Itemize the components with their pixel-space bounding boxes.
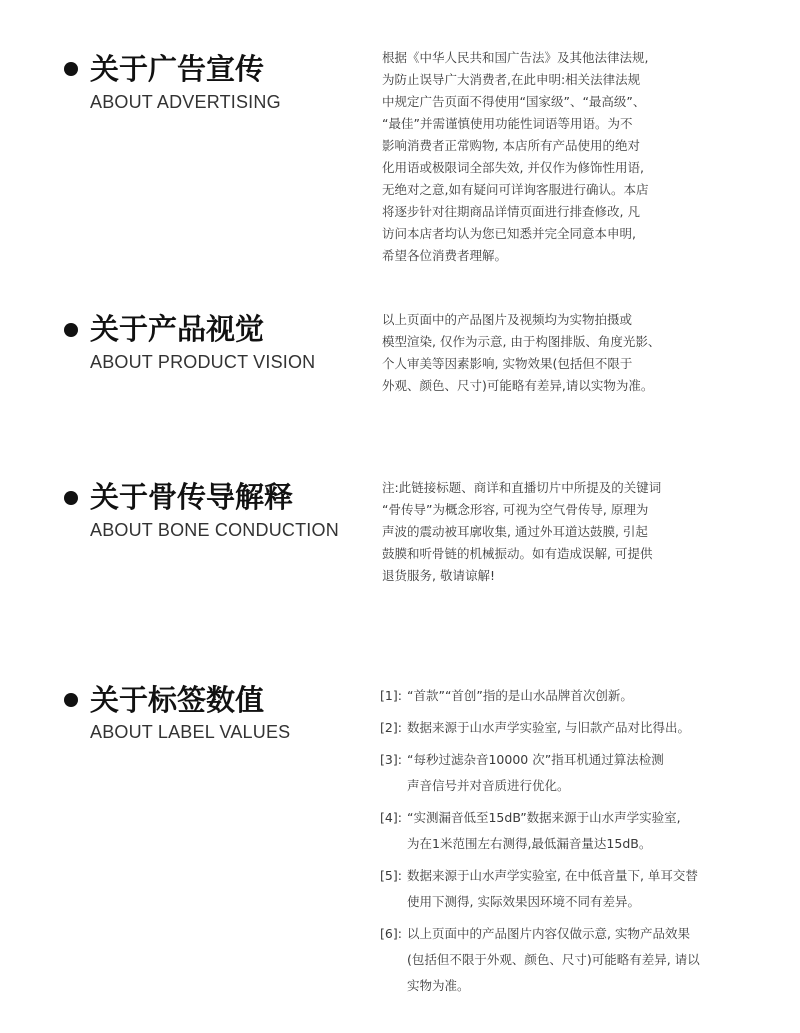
label-values-notes	[380, 683, 795, 1005]
note-item	[380, 863, 795, 915]
note-text: 数据来源于山水声学实验室, 在中低音量下, 单耳交替	[407, 868, 698, 883]
note-item	[380, 747, 795, 799]
bone-conduction-statement	[382, 477, 792, 587]
product-vision-statement	[382, 309, 792, 397]
note-item	[380, 921, 795, 999]
note-text: “实测漏音低至15dB”数据来源于山水声学实验室,	[407, 810, 681, 825]
advertising-statement	[382, 47, 792, 267]
text-line: 声波的震动被耳廓收集, 通过外耳道达鼓膜, 引起	[382, 524, 648, 539]
text-line: 鼓膜和听骨链的机械振动。如有造成误解, 可提供	[382, 546, 653, 561]
note-text: 使用下测得, 实际效果因环境不同有差异。	[407, 894, 640, 909]
note-text: “每秒过滤杂音10000 次”指耳机通过算法检测	[407, 752, 664, 767]
text-line: 无绝对之意,如有疑问可详询客服进行确认。本店	[382, 182, 649, 197]
text-line: 以上页面中的产品图片及视频均为实物拍摄或	[382, 312, 633, 327]
text-line: 访问本店者均认为您已知悉并完全同意本申明,	[382, 226, 636, 241]
section-bullet	[64, 693, 78, 707]
section-bullet	[64, 323, 78, 337]
note-text: 声音信号并对音质进行优化。	[407, 778, 570, 793]
section-subtitle-bone-conduction: ABOUT BONE CONDUCTION	[90, 520, 339, 540]
section-subtitle-product-vision: ABOUT PRODUCT VISION	[90, 352, 316, 372]
section-bullet	[64, 62, 78, 76]
note-text: “首款”“首创”指的是山水品牌首次创新。	[407, 688, 633, 703]
section-bullet	[64, 491, 78, 505]
section-title-advertising: 关于广告宣传	[90, 52, 265, 86]
note-text: 数据来源于山水声学实验室, 与旧款产品对比得出。	[407, 720, 690, 735]
text-line: 希望各位消费者理解。	[382, 248, 508, 263]
section-subtitle-advertising: ABOUT ADVERTISING	[90, 92, 281, 112]
note-number: [4]:	[380, 810, 402, 825]
section-title-bone-conduction: 关于骨传导解释	[90, 480, 294, 514]
note-item	[380, 805, 795, 857]
note-number: [5]:	[380, 868, 402, 883]
text-line: “骨传导”为概念形容, 可视为空气骨传导, 原理为	[382, 502, 649, 517]
text-line: 影响消费者正常购物, 本店所有产品使用的绝对	[382, 138, 640, 153]
text-line: 中规定广告页面不得使用“国家级”、“最高级”、	[382, 94, 646, 109]
note-text: 实物为准。	[407, 978, 470, 993]
text-line: 外观、颜色、尺寸)可能略有差异,请以实物为准。	[382, 378, 654, 393]
note-text: (包括但不限于外观、颜色、尺寸)可能略有差异, 请以	[407, 952, 700, 967]
section-title-label-values: 关于标签数值	[90, 683, 265, 717]
text-line: “最佳”并需谨慎使用功能性词语等用语。为不	[382, 116, 633, 131]
note-text: 为在1米范围左右测得,最低漏音量达15dB。	[407, 836, 652, 851]
text-line: 注:此链接标题、商详和直播切片中所提及的关键词	[382, 480, 662, 495]
note-text: 以上页面中的产品图片内容仅做示意, 实物产品效果	[407, 926, 690, 941]
note-number: [2]:	[380, 720, 402, 735]
text-line: 化用语或极限词全部失效, 并仅作为修饰性用语,	[382, 160, 644, 175]
text-line: 模型渲染, 仅作为示意, 由于构图排版、角度光影、	[382, 334, 661, 349]
text-line: 将逐步针对往期商品详情页面进行排查修改, 凡	[382, 204, 640, 219]
section-title-product-vision: 关于产品视觉	[90, 312, 265, 346]
note-item	[380, 683, 795, 709]
text-line: 退货服务, 敬请谅解!	[382, 568, 495, 583]
text-line: 为防止误导广大消费者,在此申明:相关法律法规	[382, 72, 641, 87]
section-subtitle-label-values: ABOUT LABEL VALUES	[90, 722, 291, 742]
note-number: [1]:	[380, 688, 402, 703]
text-line: 个人审美等因素影响, 实物效果(包括但不限于	[382, 356, 633, 371]
note-number: [6]:	[380, 926, 402, 941]
note-item	[380, 715, 795, 741]
text-line: 根据《中华人民共和国广告法》及其他法律法规,	[382, 50, 649, 65]
note-number: [3]:	[380, 752, 402, 767]
